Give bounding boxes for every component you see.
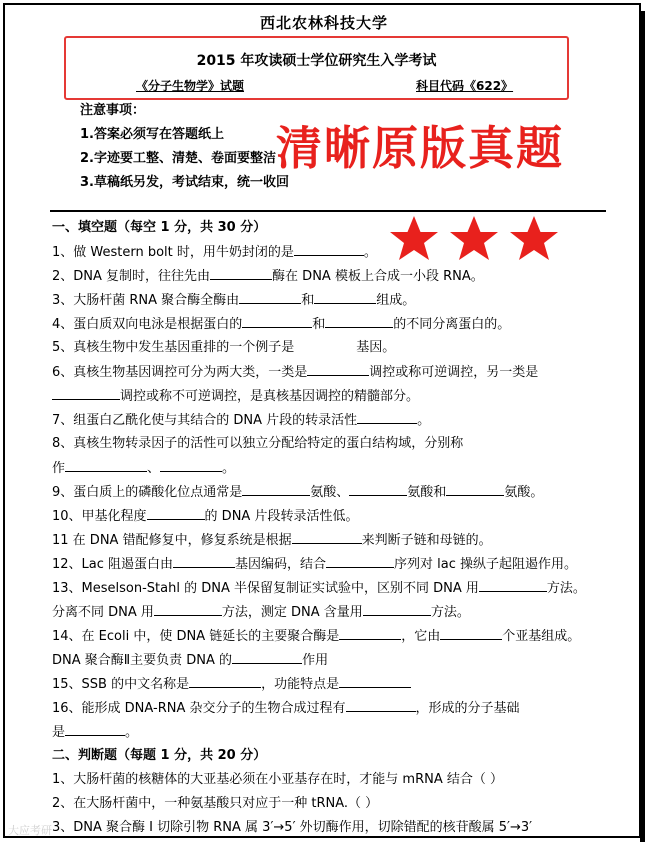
question-6-cont: 调控或称不可逆调控，是真核基因调控的精髓部分。 [52, 387, 419, 406]
course-title: 《分子生物学》试题 [136, 79, 245, 93]
question-2: 2、DNA 复制时，往往先由 酶在 DNA 模板上合成一小段 RNA。 [52, 269, 484, 284]
notice-item: 3.草稿纸另发，考试结束，统一收回 [80, 175, 289, 190]
star-icon [450, 216, 498, 260]
question-11: 11 在 DNA 错配修复中，修复系统是根据 来判断子链和母链的。 [52, 533, 492, 548]
question-14-cont: DNA 聚合酶Ⅱ主要负责 DNA 的 作用 [52, 653, 329, 668]
question-8-cont: 作 、 。 [52, 461, 236, 476]
question-15: 15、SSB 的中文名称是 ，功能特点是 [52, 675, 411, 694]
star-icon [390, 216, 438, 260]
section1-title: 一、填空题（每空 1 分，共 30 分） [52, 220, 267, 235]
notice-item: 1.答案必须写在答题纸上 [80, 127, 224, 142]
question-16: 16、能形成 DNA-RNA 杂交分子的生物合成过程有 ，形成的分子基础 [52, 701, 520, 716]
question-3: 3、大肠杆菌 RNA 聚合酶全酶由 和 组成。 [52, 293, 416, 308]
question-13-cont: 分离不同 DNA 用 方法，测定 DNA 含量用 方法。 [52, 605, 470, 620]
exam-title: 2015 年攻读硕士学位研究生入学考试 [196, 53, 437, 69]
question-16-cont: 是 。 [52, 725, 139, 740]
question-14: 14、在 Ecoli 中，使 DNA 链延长的主要聚合酶是 ，它由 个亚基组成。 [52, 629, 581, 644]
question-4: 4、蛋白质双向电泳是根据蛋白的 和 的不同分离蛋白的。 [52, 317, 511, 332]
site-logo: 大应考研 [8, 824, 52, 837]
university-name: 西北农林科技大学 [259, 14, 388, 32]
question-7: 7、组蛋白乙酰化使与其结合的 DNA 片段的转录活性 。 [52, 413, 431, 428]
section2-title: 二、判断题（每题 1 分，共 20 分） [52, 748, 267, 763]
question-8: 8、真核生物转录因子的活性可以独立分配给特定的蛋白结构域，分别称 [52, 436, 464, 451]
judge-question-2: 2、在大肠杆菌中，一种氨基酸只对应于一种 tRNA.（ ） [52, 796, 379, 811]
judge-question-1: 1、大肠杆菌的核糖体的大亚基必须在小亚基存在时，才能与 mRNA 结合（ ） [52, 772, 503, 787]
question-12: 12、Lac 阻遏蛋白由 基因编码，结合 序列对 lac 操纵子起阻遏作用。 [52, 557, 578, 572]
question-5: 5、真核生物中发生基因重排的一个例子是 基因。 [52, 340, 396, 355]
question-6: 6、真核生物基因调控可分为两大类，一类是 调控或称可逆调控，另一类是 [52, 365, 539, 380]
question-9: 9、蛋白质上的磷酸化位点通常是 氨酸、 氨酸和 氨酸。 [52, 485, 544, 500]
notice-item: 2.字迹要工整、清楚、卷面要整洁 [80, 151, 276, 166]
question-13: 13、Meselson-Stahl 的 DNA 半保留复制证实试验中，区别不同 DNA 用 方法。 [52, 581, 586, 596]
judge-question-3: 3、DNA 聚合酶 I 切除引物 RNA 属 3′→5′ 外切酶作用，切除错配的核苷酸属 5′→3′ [52, 820, 533, 835]
stars-rating [384, 210, 564, 270]
subject-code: 科目代码《622》 [416, 79, 514, 93]
notice-title: 注意事项： [80, 103, 146, 118]
question-1: 1、做 Western bolt 时，用牛奶封闭的是 。 [52, 245, 377, 260]
exam-header-box [64, 36, 569, 100]
watermark-text: 清晰原版真题 [276, 121, 564, 175]
star-icon [510, 216, 558, 260]
question-10: 10、甲基化程度 的 DNA 片段转录活性低。 [52, 509, 359, 524]
